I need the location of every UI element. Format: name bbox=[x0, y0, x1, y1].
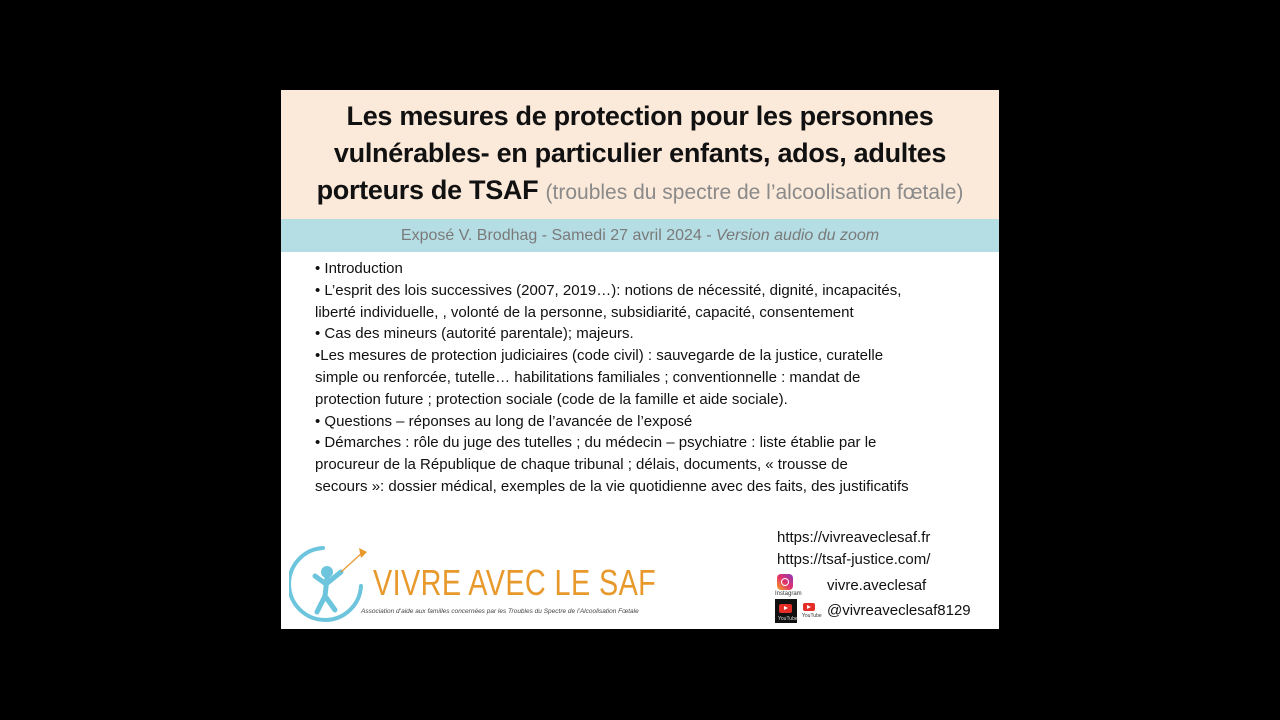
title-line-2: vulnérables- en particulier enfants, ados, adultes bbox=[333, 138, 947, 168]
content-line: • Introduction bbox=[315, 260, 403, 277]
content-line: • L’esprit des lois successives (2007, 2019…): notions de nécessité, dignité, incapacités, bbox=[315, 281, 902, 299]
instagram-caption: Instagram bbox=[775, 591, 802, 597]
content-line: simple ou renforcée, tutelle… habilitations familiales ; conventionnelle : mandat de bbox=[315, 368, 861, 386]
title-band bbox=[281, 90, 999, 219]
content-list bbox=[315, 258, 981, 498]
subtitle-italic: Version audio du zoom bbox=[716, 227, 880, 244]
youtube-handle: @vivreaveclesaf8129 bbox=[827, 602, 971, 619]
title-line-3-light: (troubles du spectre de l’alcoolisation fœtale) bbox=[545, 181, 964, 204]
subtitle-band bbox=[281, 219, 999, 252]
instagram-row[interactable] bbox=[775, 574, 995, 598]
instagram-handle: vivre.aveclesaf bbox=[827, 577, 927, 594]
slide-subtitle bbox=[281, 219, 999, 252]
content-line: • Démarches : rôle du juge des tutelles ; du médecin – psychiatre : liste établie par le bbox=[315, 434, 877, 452]
logo-child-kite-icon bbox=[289, 542, 369, 626]
content-line: protection future ; protection sociale (code de la famille et aide sociale). bbox=[315, 390, 788, 408]
content-line: • Cas des mineurs (autorité parentale); majeurs. bbox=[315, 325, 634, 343]
association-logo bbox=[289, 542, 689, 626]
youtube-row[interactable] bbox=[775, 599, 995, 623]
instagram-icon bbox=[777, 574, 793, 590]
content-line: procureur de la République de chaque tribunal ; délais, documents, « trousse de bbox=[315, 456, 848, 474]
title-line-3 bbox=[281, 172, 999, 211]
logo-wordmark: VIVRE AVEC LE SAF bbox=[373, 562, 657, 603]
youtube-tile-icon bbox=[775, 599, 797, 623]
website-links bbox=[777, 527, 987, 571]
title-line-1: Les mesures de protection pour les personnes bbox=[346, 101, 934, 131]
website-link-tsaf-justice[interactable]: https://tsaf-justice.com/ bbox=[777, 551, 931, 568]
website-link-vivreaveclesaf[interactable]: https://vivreaveclesaf.fr bbox=[777, 529, 931, 546]
subtitle-text: Exposé V. Brodhag - Samedi 27 avril 2024 - bbox=[400, 227, 717, 244]
title-line-3-bold: porteurs de TSAF bbox=[316, 175, 539, 205]
content-line: secours »: dossier médical, exemples de la vie quotidienne avec des faits, des justificatifs bbox=[315, 477, 909, 495]
youtube-caption-small: YouTube bbox=[802, 613, 822, 619]
youtube-icon bbox=[803, 603, 815, 611]
content-line: liberté individuelle, , volonté de la personne, subsidiarité, capacité, consentement bbox=[315, 303, 854, 321]
youtube-caption: YouTube bbox=[778, 616, 798, 622]
content-line: • Questions – réponses au long de l’avancée de l’exposé bbox=[315, 412, 693, 430]
content-line: •Les mesures de protection judiciaires (code civil) : sauvegarde de la justice, curatelle bbox=[315, 347, 884, 365]
slide bbox=[281, 90, 999, 629]
logo-tagline: Association d’aide aux familles concernées par les Troubles du Spectre de l’Alcoolisation Fœtale bbox=[361, 608, 639, 615]
youtube-play-icon bbox=[779, 604, 792, 613]
slide-title bbox=[281, 98, 999, 211]
